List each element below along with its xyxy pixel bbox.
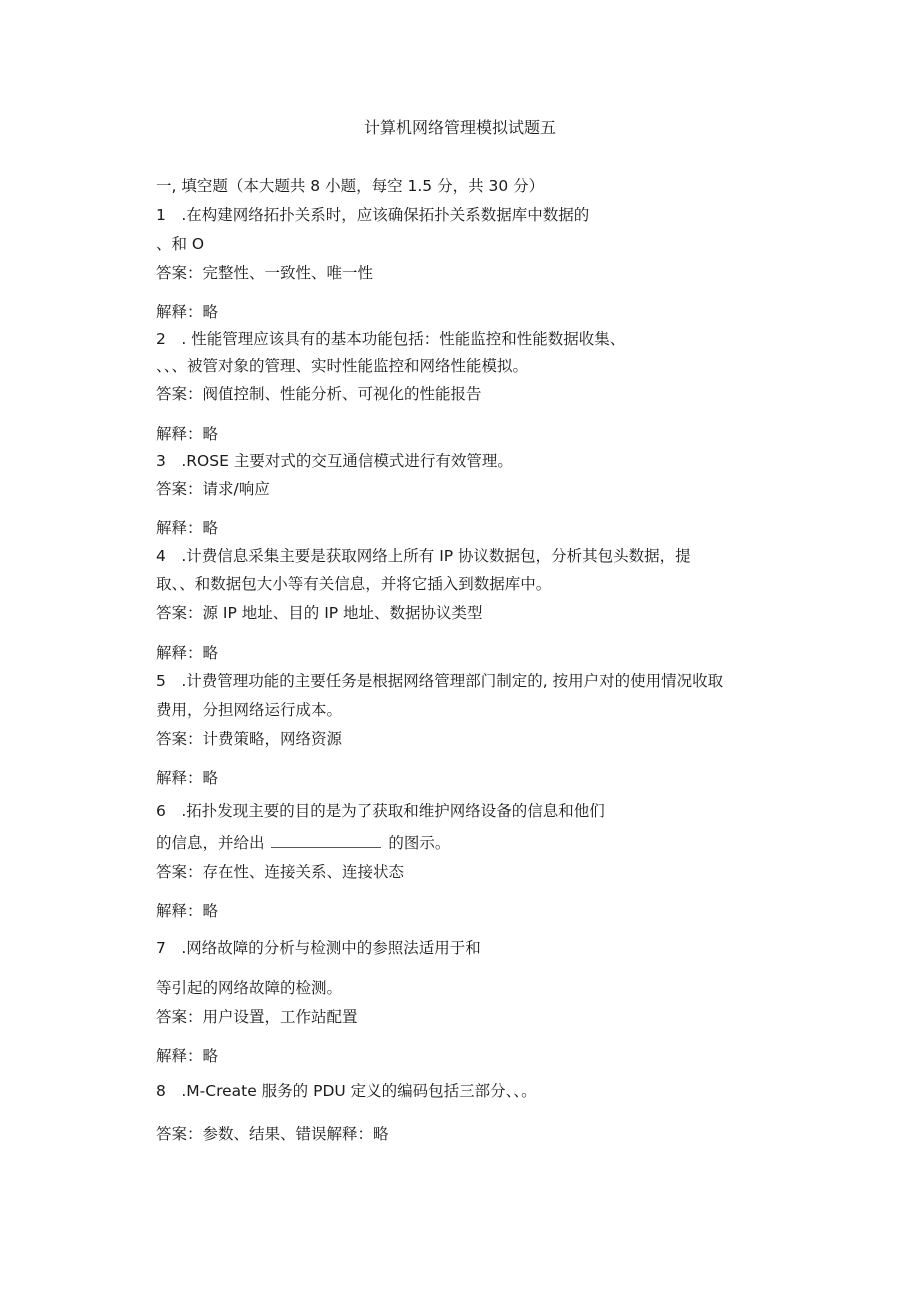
- question-2-answer: 答案：阀值控制、性能分析、可视化的性能报告: [156, 385, 482, 403]
- question-8-answer: 答案：参数、结果、错误解释：略: [156, 1125, 389, 1143]
- question-6-line-2-end: 的图示。: [388, 834, 451, 852]
- question-6-line-2-start: 的信息，并给出: [156, 834, 265, 852]
- question-4-explanation: 解释：略: [156, 644, 219, 662]
- question-2-line-2: 、、、被管对象的管理、实时性能监控和网络性能模拟。: [156, 357, 529, 375]
- section-heading: 一, 填空题（本大题共 8 小题，每空 1.5 分，共 30 分）: [156, 177, 545, 195]
- question-1-explanation: 解释：略: [156, 303, 219, 321]
- question-6-line-1: 6 .拓扑发现主要的目的是为了获取和维护网络设备的信息和他们: [156, 802, 605, 820]
- question-4-line-1: 4 .计费信息采集主要是获取网络上所有 IP 协议数据包，分析其包头数据，提: [156, 547, 691, 565]
- question-3-line-1: 3 .ROSE 主要对式的交互通信模式进行有效管理。: [156, 452, 513, 470]
- question-5-explanation: 解释：略: [156, 769, 219, 787]
- question-2-line-1: 2 . 性能管理应该具有的基本功能包括：性能监控和性能数据收集、: [156, 330, 626, 348]
- question-7-line-2: 等引起的网络故障的检测。: [156, 979, 343, 997]
- question-1-line-2: 、和 O: [156, 235, 205, 253]
- answer-blank: [271, 833, 381, 848]
- question-4-answer: 答案：源 IP 地址、目的 IP 地址、数据协议类型: [156, 604, 483, 622]
- question-1-answer: 答案：完整性、一致性、唯一性: [156, 264, 374, 282]
- question-6-line-2: [156, 833, 796, 853]
- question-5-answer: 答案：计费策略，网络资源: [156, 730, 343, 748]
- question-6-answer: 答案：存在性、连接关系、连接状态: [156, 863, 405, 881]
- question-8-line-1: 8 .M-Create 服务的 PDU 定义的编码包括三部分、、。: [156, 1082, 537, 1100]
- question-3-answer: 答案：请求/响应: [156, 480, 270, 498]
- question-7-answer: 答案：用户设置，工作站配置: [156, 1008, 358, 1026]
- question-4-line-2: 取、、和数据包大小等有关信息，并将它插入到数据库中。: [156, 575, 552, 593]
- question-5-line-1: 5 .计费管理功能的主要任务是根据网络管理部门制定的, 按用户对的使用情况收取: [156, 672, 724, 690]
- question-6-explanation: 解释：略: [156, 902, 219, 920]
- question-2-explanation: 解释：略: [156, 425, 219, 443]
- question-7-explanation: 解释：略: [156, 1047, 219, 1065]
- question-5-line-2: 费用，分担网络运行成本。: [156, 701, 343, 719]
- question-7-line-1: 7 .网络故障的分析与检测中的参照法适用于和: [156, 939, 481, 957]
- page-title: 计算机网络管理模拟试题五: [363, 118, 556, 137]
- question-3-explanation: 解释：略: [156, 519, 219, 537]
- question-1-line-1: 1 .在构建网络拓扑关系时，应该确保拓扑关系数据库中数据的: [156, 206, 590, 224]
